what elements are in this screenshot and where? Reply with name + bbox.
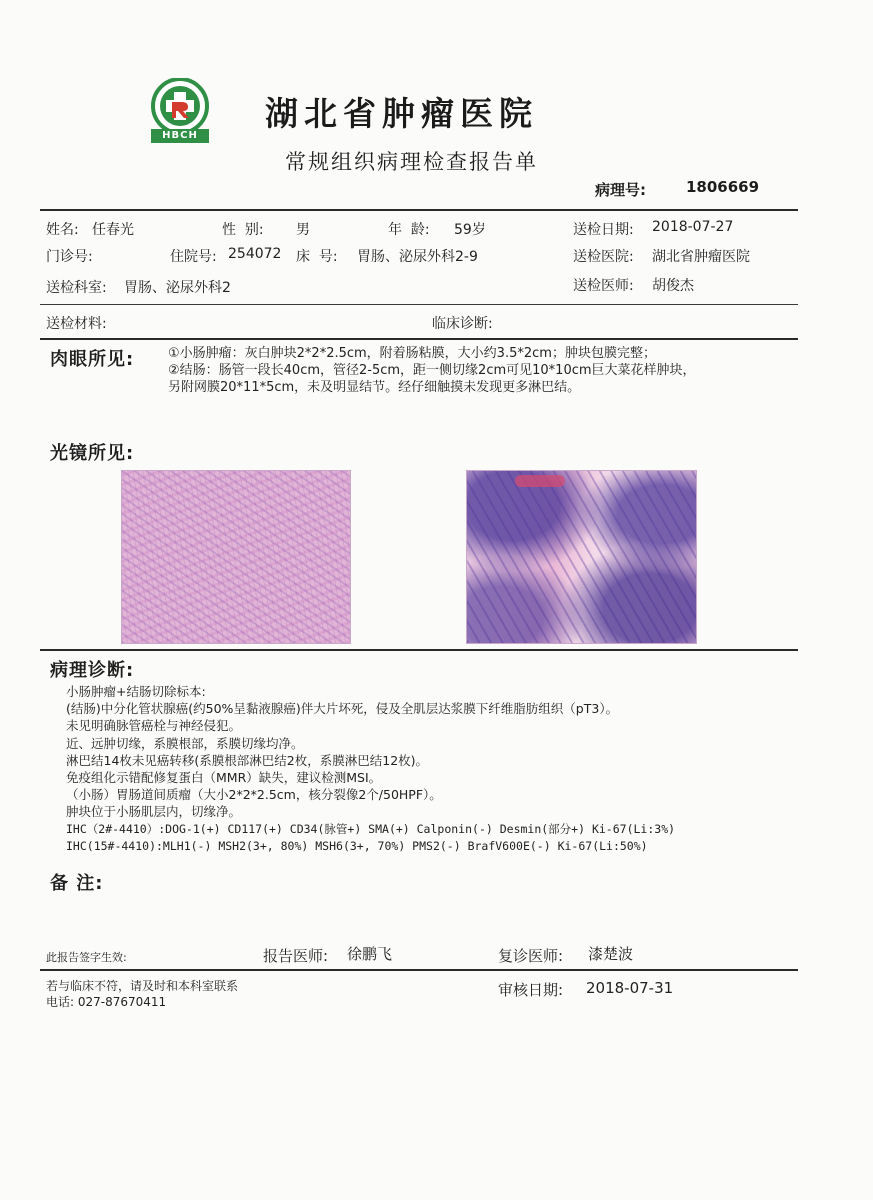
submit-date: 2018-07-27 <box>652 219 734 235</box>
inpatient-no: 254072 <box>228 246 282 262</box>
gross-line: 另附网膜20*11*5cm，未及明显结节。经仔细触摸未发现更多淋巴结。 <box>168 380 581 395</box>
microscopy-image-stroma <box>121 470 351 644</box>
outpatient-label: 门诊号: <box>46 249 93 265</box>
report-doctor: 徐鹏飞 <box>347 945 393 963</box>
diagnosis-line: 近、远肿切缘，系膜根部，系膜切缘均净。 <box>66 735 304 751</box>
diagnosis-line: 未见明确脉管癌栓与神经侵犯。 <box>66 718 242 734</box>
diagnosis-line: （小肠）胃肠道间质瘤（大小2*2*2.5cm，核分裂像2个/50HPF）。 <box>66 787 442 803</box>
diagnosis-line: 免疫组化示错配修复蛋白（MMR）缺失，建议检测MSI。 <box>66 770 382 786</box>
dept-label: 送检科室: <box>46 280 107 296</box>
review-doctor-label: 复诊医师: <box>498 947 564 965</box>
diagnosis-line: (结肠)中分化管状腺癌(约50%呈黏液腺癌)伴大片坏死，侵及全肌层达浆膜下纤维脂肪组织（pT3）。 <box>66 701 619 717</box>
contact-phone: 电话: 027-87670411 <box>46 995 167 1009</box>
gross-line: ①小肠肿瘤：灰白肿块2*2*2.5cm，附着肠粘膜，大小约3.5*2cm；肿块包膜完整； <box>168 346 656 361</box>
submit-hospital: 湖北省肿瘤医院 <box>652 249 750 265</box>
hospital-name: 湖北省肿瘤医院 <box>265 94 538 133</box>
diagnosis-label: 病理诊断: <box>50 660 135 681</box>
gross-text <box>168 345 798 396</box>
logo-text: HBCH <box>162 130 198 141</box>
submit-date-label: 送检日期: <box>573 222 634 238</box>
gross-line: ②结肠：肠管一段长40cm，管径2-5cm，距一侧切缘2cm可见10*10cm巨大菜花样肿块， <box>168 363 696 378</box>
info-divider-1 <box>40 304 798 305</box>
micro-label: 光镜所见: <box>50 443 135 464</box>
remarks-label: 备 注: <box>50 873 104 894</box>
ihc-line: IHC(15#-4410):MLH1(-) MSH2(3+, 80%) MSH6(3+, 70%) PMS2(-) BrafV600E(-) Ki-67(Li:50%) <box>66 838 648 853</box>
diagnosis-text <box>66 683 675 855</box>
pathology-no-label: 病理号: <box>595 181 646 199</box>
microscopy-image-adenocarcinoma <box>466 470 697 644</box>
sex-label: 性 别: <box>222 222 264 238</box>
submit-doctor: 胡俊杰 <box>652 278 694 294</box>
age-label: 年 龄: <box>388 222 430 238</box>
contact-note: 若与临床不符，请及时和本科室联系 <box>46 979 239 993</box>
gross-label: 肉眼所见: <box>50 349 135 370</box>
report-title: 常规组织病理检查报告单 <box>285 150 538 174</box>
signature-note: 此报告签字生效: <box>46 951 127 964</box>
micro-divider <box>40 649 798 651</box>
report-doctor-label: 报告医师: <box>263 947 329 965</box>
review-date-label: 审核日期: <box>498 981 564 999</box>
inpatient-label: 住院号: <box>170 249 217 265</box>
pathology-no: 1806669 <box>686 178 760 196</box>
hospital-logo <box>148 78 212 144</box>
review-date: 2018-07-31 <box>586 979 674 997</box>
header-divider <box>40 209 798 211</box>
dept-value: 胃肠、泌尿外科2 <box>124 280 231 296</box>
patient-sex: 男 <box>296 222 310 238</box>
clinical-dx-label: 临床诊断: <box>432 316 493 332</box>
info-divider-2 <box>40 338 798 340</box>
diagnosis-line: 小肠肿瘤+结肠切除标本: <box>66 684 206 699</box>
submit-doctor-label: 送检医师: <box>573 278 634 294</box>
name-label: 姓名: <box>46 222 79 238</box>
diagnosis-line: 肿块位于小肠肌层内，切缘净。 <box>66 804 242 820</box>
bed-value: 胃肠、泌尿外科2-9 <box>357 249 478 265</box>
patient-age: 59岁 <box>454 222 486 238</box>
diagnosis-line: 淋巴结14枚未见癌转移(系膜根部淋巴结2枚，系膜淋巴结12枚)。 <box>66 752 429 768</box>
ihc-line: IHC（2#-4410）:DOG-1(+) CD117(+) CD34(脉管+) SMA(+) Calponin(-) Desmin(部分+) Ki-67(Li:3%) <box>66 821 676 836</box>
review-doctor: 漆楚波 <box>588 945 634 963</box>
footer-divider <box>40 969 798 971</box>
material-label: 送检材料: <box>46 316 107 332</box>
patient-name: 任春光 <box>92 222 134 238</box>
submit-hospital-label: 送检医院: <box>573 249 634 265</box>
bed-label: 床 号: <box>296 249 338 265</box>
